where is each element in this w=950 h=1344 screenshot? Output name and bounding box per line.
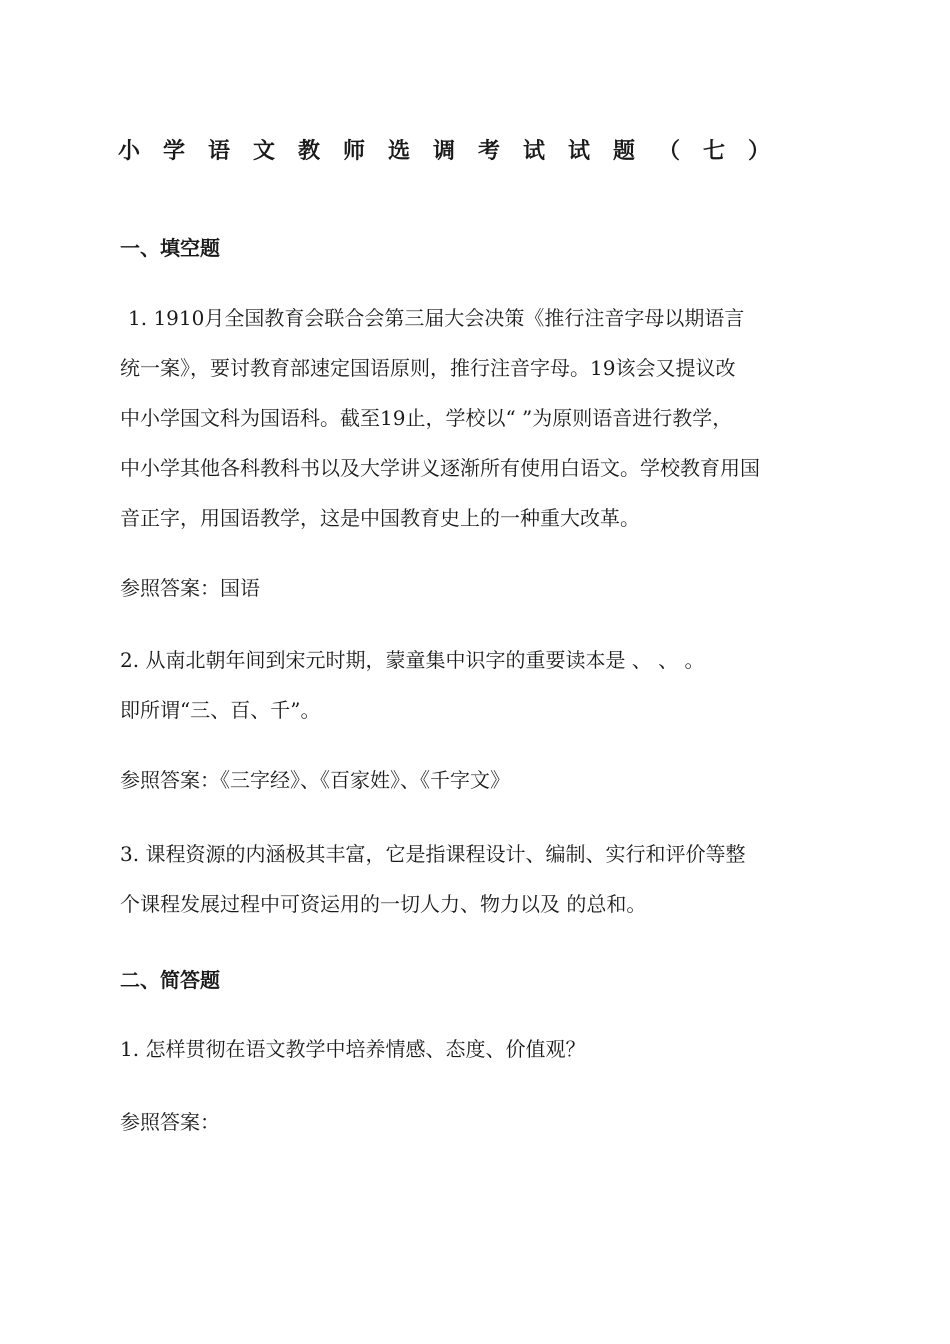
question-line: 音正字，用国语教学，这是中国教育史上的一种重大改革。 [120,506,640,530]
question-line: 中小学国文科为国语科。截至19止，学校以“ ”为原则语音进行教学， [120,406,733,430]
document-title: 小学语文教师选调考试试题（七） [118,139,794,164]
question-line: 2. 从南北朝年间到宋元时期，蒙童集中识字的重要读本是 、 、 。 [120,648,705,672]
question-2-answer [120,755,835,805]
section-heading-short-answer: 二、简答题 [120,968,220,992]
question-1-answer [120,563,835,613]
section-heading-fill-blank: 一、填空题 [120,236,220,260]
answer-line: 参照答案：国语 [120,576,260,600]
question-line: 个课程发展过程中可资运用的一切人力、物力以及 的总和。 [120,892,647,916]
question-line: 1. 怎样贯彻在语文教学中培养情感、态度、价值观？ [120,1037,586,1061]
question-line: 即所谓“三、百、千”。 [120,698,321,722]
question-line: 3. 课程资源的内涵极其丰富，它是指课程设计、编制、实行和评价等整 [120,842,746,866]
answer-line: 参照答案： [120,1110,220,1134]
question-line: 中小学其他各科教科书以及大学讲义逐渐所有使用白语文。学校教育用国 [120,456,760,480]
answer-line: 参照答案：《三字经》、《百家姓》、《千字文》 [120,768,510,792]
short-answer-question-1-text [120,1024,835,1074]
question-line: 统一案》，要讨教育部速定国语原则，推行注音字母。19该会又提议改 [120,356,736,380]
question-3-text [120,829,835,929]
short-answer-question-1-answer [120,1097,835,1147]
question-2-text [120,635,835,735]
question-1-text [120,293,835,543]
question-line: 1. 1910月全国教育会联合会第三届大会决策《推行注音字母以期语言 [128,306,745,330]
